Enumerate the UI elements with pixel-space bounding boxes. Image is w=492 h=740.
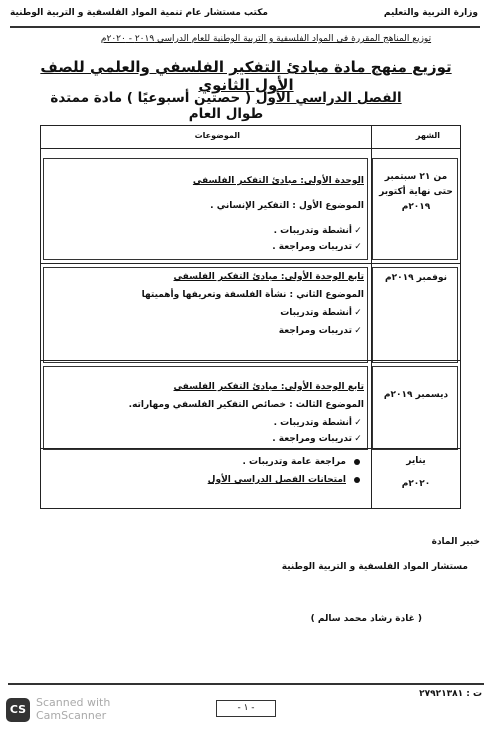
- month-line: حتى نهاية أكتوبر: [379, 187, 453, 197]
- check-icon: ✓: [354, 434, 362, 444]
- bullet-icon: [354, 477, 360, 483]
- month-line: نوفمبر ٢٠١٩م: [385, 273, 447, 283]
- list-item: ✓تدريبات ومراجعة .: [272, 242, 364, 252]
- month-cell: [376, 388, 456, 403]
- list-item: مراجعة عامة وتدريبات .: [243, 457, 361, 467]
- check-icon: ✓: [354, 308, 362, 318]
- row-divider: [41, 448, 460, 449]
- ministry-label: وزارة التربية والتعليم: [383, 8, 478, 18]
- check-icon: ✓: [354, 226, 362, 236]
- office-label: مكتب مستشار عام تنمية المواد الفلسفية و التربية الوطنية: [10, 8, 268, 18]
- term-label: الفصل الدراسي الأول: [255, 90, 402, 106]
- topics-column-header: الموضوعات: [194, 131, 240, 140]
- month-cell-box: [372, 366, 458, 450]
- list-item: ✓تدريبات ومراجعة: [279, 326, 364, 336]
- unit-heading: تابع الوحدة الأولى: مبادئ التفكير الفلسفي: [173, 382, 364, 392]
- document-subtitle: [30, 90, 422, 122]
- row-divider: [41, 263, 460, 264]
- curriculum-table: [40, 125, 461, 509]
- advisor-name: ( غادة رشاد محمد سالم ): [310, 614, 422, 624]
- topic-text: الموضوع الثاني : نشأة الفلسفة وتعريفها وأهميتها: [141, 290, 364, 300]
- month-line: ٢٠٢٠م: [401, 479, 431, 489]
- month-cell: [376, 271, 456, 286]
- unit-heading: الوحدة الأولى: مبادئ التفكير الفلسفي: [192, 176, 364, 186]
- page-number: - ١ -: [216, 700, 276, 717]
- month-cell: [376, 170, 456, 215]
- month-line: من ٢١ سبتمبر: [384, 172, 448, 182]
- list-item: ✓أنشطة وتدريبات: [280, 308, 364, 318]
- check-icon: ✓: [354, 242, 362, 252]
- list-item: ✓تدريبات ومراجعة .: [272, 434, 364, 444]
- distribution-line: توزيع المناهج المقررة في المواد الفلسفية و التربية الوطنية للعام الدراسي ٢٠١٩ - ٢٠٢٠م: [100, 34, 432, 44]
- expert-label: خبير المادة: [431, 537, 480, 547]
- subtitle-rest: ( حصتين أسبوعيًا ) مادة ممتدة طوال العام: [50, 90, 264, 122]
- header-divider: [10, 26, 480, 28]
- topic-text: الموضوع الثالث : خصائص التفكير الفلسفي ومهاراته.: [128, 400, 364, 410]
- check-icon: ✓: [354, 326, 362, 336]
- month-column-header: الشهر: [415, 131, 440, 140]
- month-line: ٢٠١٩م: [401, 202, 431, 212]
- camscanner-logo: CS: [6, 698, 30, 722]
- row-divider: [41, 360, 460, 361]
- month-line: ديسمبر ٢٠١٩م: [383, 390, 449, 400]
- month-cell: [376, 454, 456, 492]
- topic-text: الموضوع الأول : التفكير الإنساني .: [210, 201, 364, 211]
- document-title: توزيع منهج مادة مبادئ التفكير الفلسفي والعلمي للصف الأول الثانوي: [40, 58, 452, 94]
- unit-heading: تابع الوحدة الأولى: مبادئ التفكير الفلسفي: [173, 272, 364, 282]
- table-header: [41, 126, 460, 149]
- list-item: ✓أنشطة وتدريبات .: [274, 226, 364, 236]
- list-item: ✓أنشطة وتدريبات .: [274, 418, 364, 428]
- bullet-icon: [354, 459, 360, 465]
- check-icon: ✓: [354, 418, 362, 428]
- list-item: امتحانات الفصل الدراسي الأول: [208, 475, 360, 485]
- advisor-label: مستشار المواد الفلسفية و التربية الوطنية: [281, 562, 468, 572]
- camscanner-watermark: Scanned with CamScanner: [36, 696, 111, 722]
- phone-number: ت : ٢٧٩٢١٣٨١: [419, 689, 482, 699]
- month-line: يناير: [406, 456, 426, 466]
- footer-divider: [8, 683, 484, 685]
